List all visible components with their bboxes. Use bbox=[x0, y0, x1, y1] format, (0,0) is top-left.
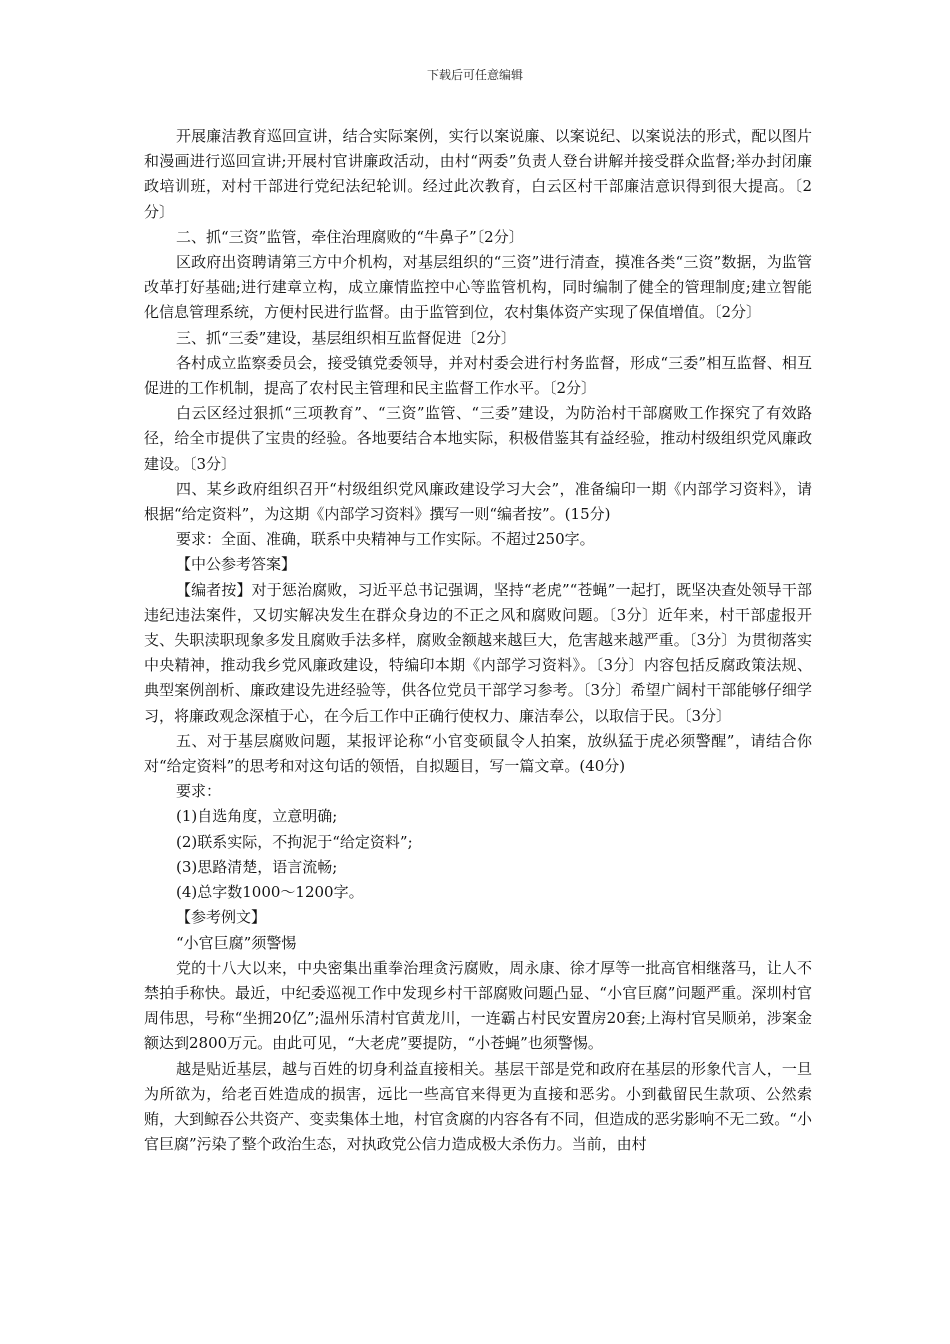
paragraph: 二、抓“三资”监管，牵住治理腐败的“牛鼻子”〔2分〕 bbox=[176, 227, 524, 246]
paragraph: 要求： bbox=[176, 782, 222, 801]
paragraph: 越是贴近基层，越与百姓的切身利益直接相关。基层干部是党和政府在基层的形象代言人，一旦为所欲为，给老百姓造成的损害，远比一些高官来得更为直接和恶劣。小到截留民生款项、公然索贿，大到鲸吞公共资产、变卖集体土地，村官贪腐的内容各有不同，但造成的恶劣影响不无二致。“小官巨腐”污染了整个政治生态，对执政党公信力造成极大杀伤力。当前，由村 bbox=[144, 1059, 812, 1154]
paragraph: (3)思路清楚，语言流畅; bbox=[176, 857, 338, 876]
document-body bbox=[144, 124, 812, 1157]
paragraph: 开展廉洁教育巡回宣讲，结合实际案例，实行以案说廉、以案说纪、以案说法的形式，配以图片和漫画进行巡回宣讲;开展村官讲廉政活动，由村“两委”负责人登台讲解并接受群众监督;举办封闭廉政培训班，对村干部进行党纪法纪轮训。经过此次教育，白云区村干部廉洁意识得到很大提高。〔2分〕 bbox=[144, 127, 812, 221]
paragraph: (1)自选角度，立意明确; bbox=[176, 807, 338, 826]
paragraph: 各村成立监察委员会，接受镇党委领导，并对村委会进行村务监督，形成“三委”相互监督、相互促进的工作机制，提高了农村民主管理和民主监督工作水平。〔2分〕 bbox=[144, 353, 812, 398]
paragraph: 【参考例文】 bbox=[176, 908, 267, 927]
paragraph: 五、对于基层腐败问题，某报评论称“小官变硕鼠令人拍案，放纵猛于虎必须警醒”，请结合你对“给定资料”的思考和对这句话的领悟，自拟题目，写一篇文章。(40分) bbox=[144, 731, 812, 776]
paragraph: 要求：全面、准确，联系中央精神与工作实际。不超过250字。 bbox=[176, 530, 595, 549]
paragraph: “小官巨腐”须警惕 bbox=[176, 933, 297, 952]
paragraph: 区政府出资聘请第三方中介机构，对基层组织的“三资”进行清查，摸准各类“三资”数据，为监管改革打好基础;进行建章立构，成立廉情监控中心等监管机构，同时编制了健全的管理制度;建立智能化信息管理系统，方便村民进行监督。由于监管到位，农村集体资产实现了保值增值。〔2分〕 bbox=[144, 253, 812, 322]
paragraph: (2)联系实际，不拘泥于“给定资料”; bbox=[176, 832, 413, 851]
page-header: 下载后可任意编辑 bbox=[426, 68, 523, 82]
paragraph: (4)总字数1000～1200字。 bbox=[176, 883, 364, 902]
paragraph: 三、抓“三委”建设，基层组织相互监督促进〔2分〕 bbox=[176, 328, 516, 347]
paragraph: 四、某乡政府组织召开“村级组织党风廉政建设学习大会”，准备编印一期《内部学习资料》，请根据“给定资料”，为这期《内部学习资料》撰写一则“编者按”。(15分) bbox=[144, 479, 812, 524]
paragraph: 【编者按】对于惩治腐败，习近平总书记强调，坚持“老虎”“苍蝇”一起打，既坚决查处领导干部违纪违法案件，又切实解决发生在群众身边的不正之风和腐败问题。〔3分〕近年来，村干部虚报开支、失职渎职现象多发且腐败手法多样，腐败金额越来越巨大，危害越来越严重。〔3分〕为贯彻落实中央精神，推动我乡党风廉政建设，特编印本期《内部学习资料》。〔3分〕内容包括反腐政策法规、典型案例剖析、廉政建设先进经验等，供各位党员干部学习参考。〔3分〕希望广阔村干部能够仔细学习，将廉政观念深植于心，在今后工作中正确行使权力、廉洁奉公，以取信于民。〔3分〕 bbox=[144, 580, 812, 725]
paragraph: 白云区经过狠抓“三项教育”、“三资”监管、“三委”建设，为防治村干部腐败工作探究了有效路径，给全市提供了宝贵的经验。各地要结合本地实际，积极借鉴其有益经验，推动村级组织党风廉政建设。〔3分〕 bbox=[144, 404, 812, 473]
paragraph: 党的十八大以来，中央密集出重拳治理贪污腐败，周永康、徐才厚等一批高官相继落马，让人不禁拍手称快。最近，中纪委巡视工作中发现乡村干部腐败问题凸显、“小官巨腐”问题严重。深圳村官周伟思，号称“坐拥20亿”;温州乐清村官黄龙川，一连霸占村民安置房20套;上海村官吴顺弟，涉案金额达到2800万元。由此可见，“大老虎”要提防，“小苍蝇”也须警惕。 bbox=[144, 958, 812, 1053]
paragraph: 【中公参考答案】 bbox=[176, 555, 297, 574]
